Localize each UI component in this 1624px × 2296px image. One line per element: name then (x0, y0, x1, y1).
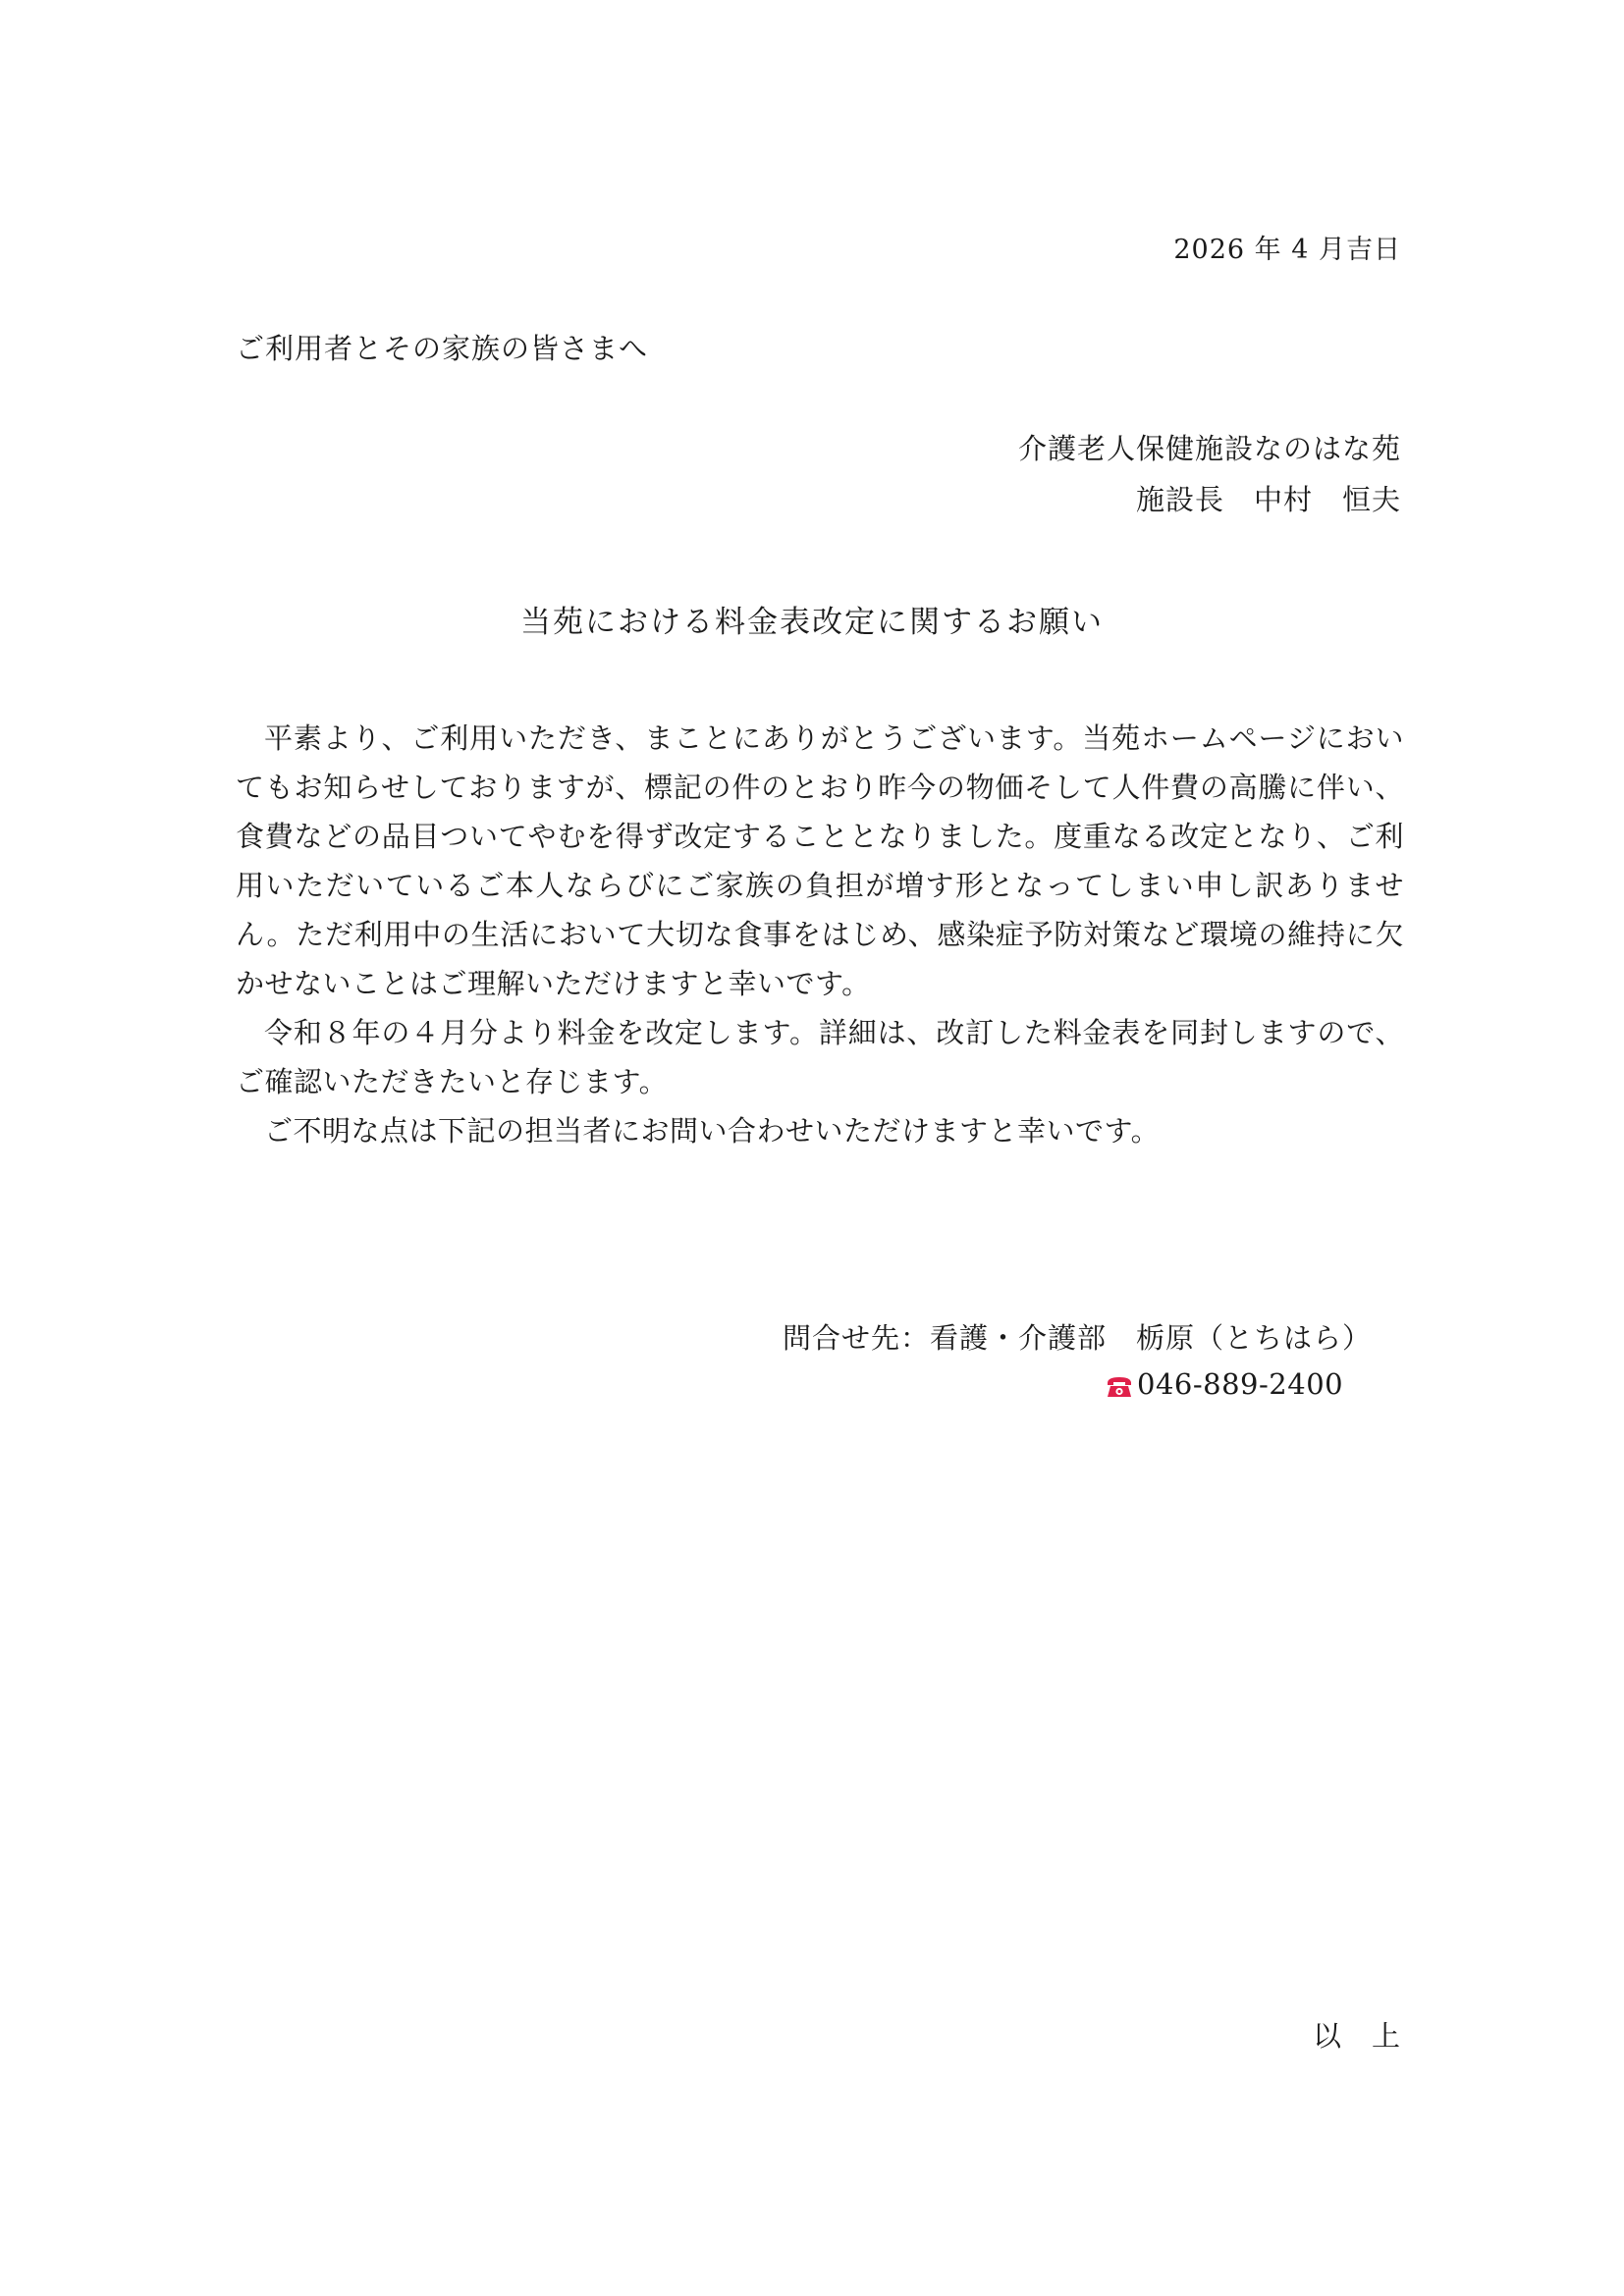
document-date: 2026 年 4 月吉日 (1173, 235, 1401, 265)
document-body (236, 714, 1404, 1155)
telephone-icon (1105, 1372, 1134, 1396)
closing-mark: 以 上 (1312, 2019, 1401, 2053)
body-paragraph: 平素より、ご利用いただき、まことにありがとうございます。当苑ホームページにおいてもお知らせしておりますが、標記の件のとおり昨今の物価そして人件費の高騰に伴い、食費などの品目ついてやむを得ず改定することとなりました。度重なる改定となり、ご利用いただいているご本人ならびにご家族の負担が増す形となってしまい申し訳ありません。ただ利用中の生活において大切な食事をはじめ、感染症予防対策など環境の維持に欠かせないことはご理解いただけますと幸いです。 (236, 721, 1404, 1000)
body-paragraph: ご不明な点は下記の担当者にお問い合わせいただけますと幸いです。 (264, 1114, 1161, 1148)
sender-director: 施設長 中村 恒夫 (1135, 483, 1401, 516)
contact-phone-line (1105, 1367, 1343, 1401)
addressee: ご利用者とその家族の皆さまへ (236, 332, 649, 365)
document-title: 当苑における料金表改定に関するお願い (520, 605, 1104, 640)
contact-phone-number: 046-889-2400 (1137, 1367, 1344, 1401)
contact-label: 問合せ先：看護・介護部 栃原（とちはら） (783, 1321, 1373, 1355)
sender-organization: 介護老人保健施設なのはな苑 (1017, 432, 1401, 465)
body-paragraph: 令和８年の４月分より料金を改定します。詳細は、改訂した料金表を同封しますので、ご確認いただきたいと存じます。 (236, 1016, 1404, 1098)
